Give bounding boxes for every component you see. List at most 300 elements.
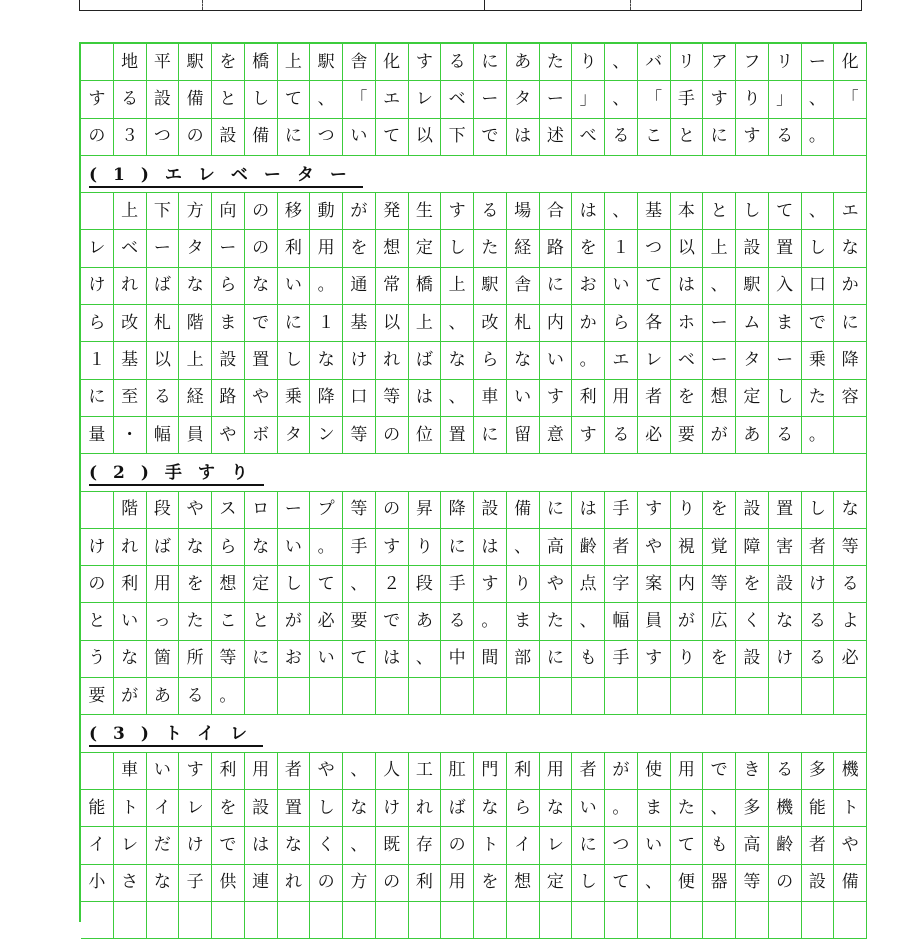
grid-cell: い [310,641,343,678]
grid-cell: ら [81,305,114,342]
grid-cell: て [310,566,343,603]
grid-cell: る [441,44,474,81]
grid-cell: 移 [278,193,311,230]
grid-cell: プ [310,492,343,529]
grid-cell: て [671,827,704,864]
grid-cell: 幅 [605,603,638,640]
grid-cell: す [540,380,573,417]
grid-cell: 手 [441,566,474,603]
grid-cell: 降 [310,380,343,417]
grid-cell: レ [540,827,573,864]
grid-cell: ボ [245,417,278,454]
grid-cell: る [834,566,867,603]
grid-cell [441,902,474,939]
grid-cell: す [81,81,114,118]
grid-cell: 、 [343,827,376,864]
section-heading-text: (1)エレベーター [89,160,363,188]
grid-cell: を [474,865,507,902]
grid-cell: ー [802,44,835,81]
grid-cell: 基 [114,342,147,379]
grid-cell: 等 [703,566,736,603]
grid-cell: な [343,790,376,827]
grid-cell [736,678,769,715]
grid-cell: タ [179,230,212,267]
grid-cell: レ [179,790,212,827]
grid-cell: 能 [81,790,114,827]
grid-cell: 想 [703,380,736,417]
grid-cell: 高 [736,827,769,864]
grid-cell: 設 [147,81,180,118]
grid-cell: 、 [605,193,638,230]
grid-cell: 利 [114,566,147,603]
grid-cell: た [179,603,212,640]
grid-cell: な [834,492,867,529]
grid-cell: が [114,678,147,715]
grid-cell: 用 [310,230,343,267]
grid-cell: 置 [245,342,278,379]
grid-cell: り [409,529,442,566]
grid-cell [81,492,114,529]
grid-cell: す [736,119,769,156]
grid-cell: 等 [343,417,376,454]
grid-cell: 、 [409,641,442,678]
grid-cell: れ [114,268,147,305]
grid-cell: 器 [703,865,736,902]
grid-cell: な [507,342,540,379]
grid-cell: レ [81,230,114,267]
grid-cell: ま [507,603,540,640]
grid-cell: い [540,342,573,379]
grid-cell: タ [278,417,311,454]
grid-cell: 」 [769,81,802,118]
grid-cell: 等 [343,492,376,529]
grid-cell: の [245,230,278,267]
grid-cell: 存 [409,827,442,864]
grid-cell: る [605,119,638,156]
grid-cell: す [441,193,474,230]
grid-cell [278,678,311,715]
grid-cell: 設 [802,865,835,902]
grid-cell: 口 [802,268,835,305]
grid-cell: や [245,380,278,417]
grid-cell: っ [147,603,180,640]
grid-cell: 、 [605,44,638,81]
grid-cell: た [540,603,573,640]
grid-cell: レ [638,342,671,379]
grid-cell: 定 [540,865,573,902]
grid-cell: 想 [507,865,540,902]
grid-cell: 生 [409,193,442,230]
grid-cell: 各 [638,305,671,342]
grid-cell: 乗 [278,380,311,417]
grid-cell [802,678,835,715]
grid-cell: イ [507,827,540,864]
grid-cell: 部 [507,641,540,678]
grid-cell: と [671,119,704,156]
grid-cell: 手 [605,492,638,529]
grid-cell: 等 [736,865,769,902]
grid-cell: 備 [179,81,212,118]
grid-cell [245,678,278,715]
grid-cell: 設 [212,342,245,379]
grid-cell: 、 [638,865,671,902]
grid-cell: 上 [179,342,212,379]
grid-cell: 箇 [147,641,180,678]
grid-cell [409,902,442,939]
grid-cell [834,678,867,715]
grid-cell: れ [114,529,147,566]
grid-cell: く [736,603,769,640]
grid-cell: 乗 [802,342,835,379]
grid-cell: ら [507,790,540,827]
grid-cell: 広 [703,603,736,640]
grid-cell: 要 [81,678,114,715]
grid-cell: し [441,230,474,267]
grid-cell: 者 [638,380,671,417]
grid-cell: た [474,230,507,267]
grid-cell: や [212,417,245,454]
grid-cell: に [278,305,311,342]
grid-cell: 車 [114,753,147,790]
grid-cell [343,902,376,939]
grid-cell: 、 [802,193,835,230]
grid-cell: イ [81,827,114,864]
grid-cell: し [736,193,769,230]
grid-cell: 設 [736,492,769,529]
grid-cell: る [802,603,835,640]
grid-cell: ま [769,305,802,342]
grid-cell: を [179,566,212,603]
grid-cell: 、 [703,790,736,827]
grid-cell: 橋 [409,268,442,305]
grid-cell: 。 [572,342,605,379]
grid-cell: る [769,753,802,790]
grid-cell: は [507,119,540,156]
grid-cell: 用 [441,865,474,902]
grid-cell: れ [278,865,311,902]
grid-cell: 口 [343,380,376,417]
grid-cell: べ [572,119,605,156]
grid-cell: す [703,81,736,118]
grid-cell: は [376,641,409,678]
grid-cell: 札 [507,305,540,342]
grid-cell: 階 [114,492,147,529]
grid-cell [409,678,442,715]
grid-cell: 設 [769,566,802,603]
grid-cell: な [114,641,147,678]
grid-cell: エ [605,342,638,379]
grid-cell: １ [81,342,114,379]
grid-cell: の [81,119,114,156]
grid-cell: し [245,81,278,118]
grid-cell: リ [671,44,704,81]
grid-cell: 留 [507,417,540,454]
grid-cell: 便 [671,865,704,902]
grid-cell: 段 [409,566,442,603]
grid-cell: す [376,529,409,566]
grid-cell [81,44,114,81]
grid-cell: 方 [343,865,376,902]
grid-cell: 至 [114,380,147,417]
grid-cell: 使 [638,753,671,790]
grid-cell: て [343,641,376,678]
grid-cell [671,902,704,939]
grid-cell [802,902,835,939]
section-heading-text: (2)手すり [89,458,264,486]
grid-cell: 。 [802,417,835,454]
grid-cell: 上 [114,193,147,230]
grid-cell: 発 [376,193,409,230]
grid-cell: ら [474,342,507,379]
grid-cell: た [671,790,704,827]
grid-cell: り [736,81,769,118]
grid-cell: 中 [441,641,474,678]
grid-cell: 置 [441,417,474,454]
grid-cell: 者 [802,827,835,864]
grid-cell: 階 [179,305,212,342]
grid-cell: つ [638,230,671,267]
grid-cell: け [376,790,409,827]
grid-cell: 員 [638,603,671,640]
grid-cell: の [376,492,409,529]
grid-cell: で [376,603,409,640]
grid-cell: し [278,342,311,379]
grid-cell: ス [212,492,245,529]
grid-cell [81,753,114,790]
manuscript-grid [79,42,867,922]
grid-cell: 既 [376,827,409,864]
grid-cell: 本 [671,193,704,230]
grid-cell: る [114,81,147,118]
grid-cell: や [540,566,573,603]
grid-cell: 間 [474,641,507,678]
grid-cell: い [114,603,147,640]
grid-cell: し [769,380,802,417]
grid-cell: な [179,529,212,566]
grid-cell: リ [769,44,802,81]
grid-cell: る [802,641,835,678]
grid-cell: 、 [441,305,474,342]
grid-cell [834,417,867,454]
grid-cell: 改 [474,305,507,342]
grid-cell: か [834,268,867,305]
grid-cell: ま [638,790,671,827]
grid-cell: ホ [671,305,704,342]
grid-cell: 平 [147,44,180,81]
grid-cell: に [572,827,605,864]
grid-cell [114,902,147,939]
grid-cell: よ [834,603,867,640]
grid-cell: る [179,678,212,715]
grid-cell: 要 [671,417,704,454]
grid-cell: す [474,566,507,603]
grid-cell: に [703,119,736,156]
grid-cell: け [802,566,835,603]
grid-cell: ベ [114,230,147,267]
grid-cell: ー [703,342,736,379]
grid-cell: で [212,827,245,864]
grid-cell [212,902,245,939]
grid-cell: ン [310,417,343,454]
grid-cell: 字 [605,566,638,603]
grid-cell: 量 [81,417,114,454]
grid-cell: は [572,193,605,230]
grid-cell: ば [147,268,180,305]
section-heading [81,454,867,491]
grid-cell [343,678,376,715]
grid-cell: 駅 [736,268,769,305]
grid-cell: お [278,641,311,678]
grid-cell [769,678,802,715]
grid-cell: 、 [310,81,343,118]
grid-cell: 手 [343,529,376,566]
grid-cell [376,902,409,939]
grid-cell: で [802,305,835,342]
grid-cell: 連 [245,865,278,902]
grid-cell: て [769,193,802,230]
grid-cell: 向 [212,193,245,230]
grid-cell: あ [507,44,540,81]
grid-cell: 等 [212,641,245,678]
grid-cell: タ [736,342,769,379]
grid-cell: 常 [376,268,409,305]
grid-cell: と [212,81,245,118]
grid-cell: や [834,827,867,864]
grid-cell: な [310,342,343,379]
grid-cell: 利 [507,753,540,790]
grid-cell: 高 [540,529,573,566]
grid-cell [310,902,343,939]
grid-cell: り [572,44,605,81]
grid-cell: 下 [441,119,474,156]
grid-cell: だ [147,827,180,864]
grid-cell: 経 [179,380,212,417]
grid-cell: つ [147,119,180,156]
grid-cell: ベ [441,81,474,118]
grid-cell: 上 [441,268,474,305]
grid-cell: 定 [245,566,278,603]
grid-cell: う [81,641,114,678]
grid-cell: 以 [671,230,704,267]
grid-cell: 門 [474,753,507,790]
grid-cell: け [343,342,376,379]
grid-cell: 利 [409,865,442,902]
grid-cell: 段 [147,492,180,529]
grid-cell: き [736,753,769,790]
grid-cell: は [245,827,278,864]
grid-cell [441,678,474,715]
grid-cell: 設 [736,641,769,678]
grid-cell [834,902,867,939]
grid-cell: が [278,603,311,640]
grid-cell: が [605,753,638,790]
table-divider [202,0,203,10]
grid-cell: 内 [671,566,704,603]
grid-cell: 用 [147,566,180,603]
grid-cell: 機 [769,790,802,827]
grid-cell: 、 [703,268,736,305]
grid-cell: し [802,492,835,529]
grid-cell: 意 [540,417,573,454]
grid-cell [572,902,605,939]
grid-cell: し [310,790,343,827]
grid-cell: の [376,865,409,902]
grid-cell: 車 [474,380,507,417]
grid-cell: 利 [212,753,245,790]
grid-cell: 降 [834,342,867,379]
grid-cell: す [638,641,671,678]
grid-cell: 降 [441,492,474,529]
grid-cell [638,678,671,715]
grid-cell: い [147,753,180,790]
grid-cell: ロ [245,492,278,529]
grid-cell: ら [212,529,245,566]
grid-cell: す [179,753,212,790]
grid-cell: 多 [802,753,835,790]
grid-cell: 者 [278,753,311,790]
grid-cell: ー [212,230,245,267]
grid-cell: 等 [834,529,867,566]
grid-cell: が [343,193,376,230]
grid-cell: る [441,603,474,640]
grid-cell: け [179,827,212,864]
grid-cell: た [540,44,573,81]
grid-cell: ー [769,342,802,379]
grid-cell: 内 [540,305,573,342]
grid-cell: 用 [540,753,573,790]
grid-cell: 位 [409,417,442,454]
grid-cell: 人 [376,753,409,790]
grid-cell: 、 [343,566,376,603]
grid-cell: フ [736,44,769,81]
grid-cell [834,119,867,156]
grid-cell: ２ [376,566,409,603]
grid-cell: 。 [605,790,638,827]
grid-cell: つ [310,119,343,156]
grid-cell: な [769,603,802,640]
grid-cell [310,678,343,715]
grid-cell: 幅 [147,417,180,454]
grid-cell: 者 [605,529,638,566]
grid-cell: レ [409,81,442,118]
grid-cell: い [278,268,311,305]
grid-cell: イ [147,790,180,827]
grid-cell: お [572,268,605,305]
grid-cell: い [507,380,540,417]
grid-cell [81,193,114,230]
grid-cell [278,902,311,939]
grid-cell: あ [147,678,180,715]
grid-cell [147,902,180,939]
grid-cell: れ [409,790,442,827]
grid-cell: 合 [540,193,573,230]
grid-cell: 手 [605,641,638,678]
grid-cell: な [441,342,474,379]
grid-cell: ら [212,268,245,305]
grid-cell: 用 [605,380,638,417]
grid-cell: や [310,753,343,790]
grid-cell: 路 [212,380,245,417]
table-divider [484,0,485,10]
grid-cell [474,678,507,715]
grid-cell: 障 [736,529,769,566]
grid-cell: に [540,268,573,305]
grid-cell: な [474,790,507,827]
grid-cell: 害 [769,529,802,566]
grid-cell: る [147,380,180,417]
grid-cell: 橋 [245,44,278,81]
grid-cell: て [605,865,638,902]
